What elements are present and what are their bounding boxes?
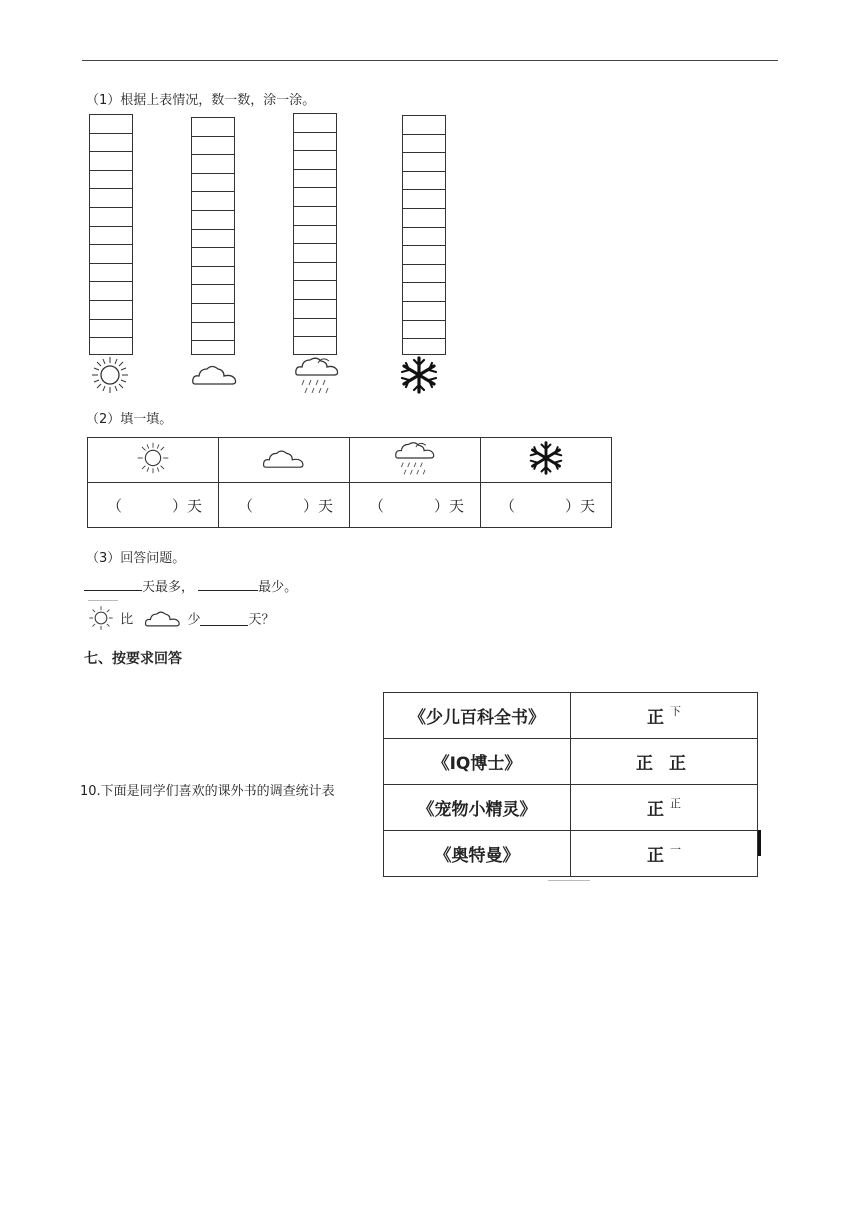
book-title: 《宠物小精灵》 [384,785,571,831]
rain-cell [350,438,481,483]
part2-label: （2）填一填。 [86,412,173,427]
rain-days-input[interactable]: （ ）天 [350,483,481,528]
least-blank[interactable] [198,576,258,591]
table-row [384,785,758,831]
book-tally: 正 $^一$ [571,831,758,877]
cloud-icon [143,607,183,629]
question-line-1: 天最多， 最少。 [84,576,297,595]
cloud-icon [261,445,307,471]
difference-blank[interactable] [200,611,248,626]
snow-days-input[interactable]: （ ）天 [481,483,612,528]
book-tally: 正 正 [571,739,758,785]
bar-grid-snow[interactable] [402,115,446,355]
book-title: 《少儿百科全书》 [384,693,571,739]
book-title: 《奥特曼》 [384,831,571,877]
faint-rule [88,600,118,601]
rain-icon [292,353,342,397]
book-title: 《IQ博士》 [384,739,571,785]
header-rule [82,60,778,61]
rain-icon [392,438,438,478]
table-edge-mark [758,830,761,856]
most-blank[interactable] [84,576,142,591]
part3-label: （3）回答问题。 [86,551,186,566]
sun-icon [133,441,173,475]
part1-label: （1）根据上表情况，数一数，涂一涂。 [86,93,316,108]
cloud-icon [190,360,240,388]
table-row [384,693,758,739]
book-tally: 正 $^下$ [571,693,758,739]
question-line-2: 比 少 天？ [86,604,274,632]
bar-grid-cloud[interactable] [191,117,235,355]
cloud-cell [219,438,350,483]
table-row [384,831,758,877]
sun-cell [88,438,219,483]
question-10-text: 10.下面是同学们喜欢的课外书的调查统计表 [80,784,335,799]
cloud-days-input[interactable]: （ ）天 [219,483,350,528]
faint-rule [548,880,590,881]
snow-cell [481,438,612,483]
table-row [384,739,758,785]
section-7-title: 七、按要求回答 [84,651,182,667]
book-tally: 正 $^正$ [571,785,758,831]
snow-icon [526,440,566,476]
sun-icon [87,355,133,395]
bar-grid-rain[interactable] [293,113,337,355]
weather-fill-table [87,437,612,528]
sun-icon [86,604,116,632]
sun-days-input[interactable]: （ ）天 [88,483,219,528]
bar-grid-sun[interactable] [89,114,133,355]
books-tally-table [383,692,758,877]
snow-icon [397,355,441,395]
